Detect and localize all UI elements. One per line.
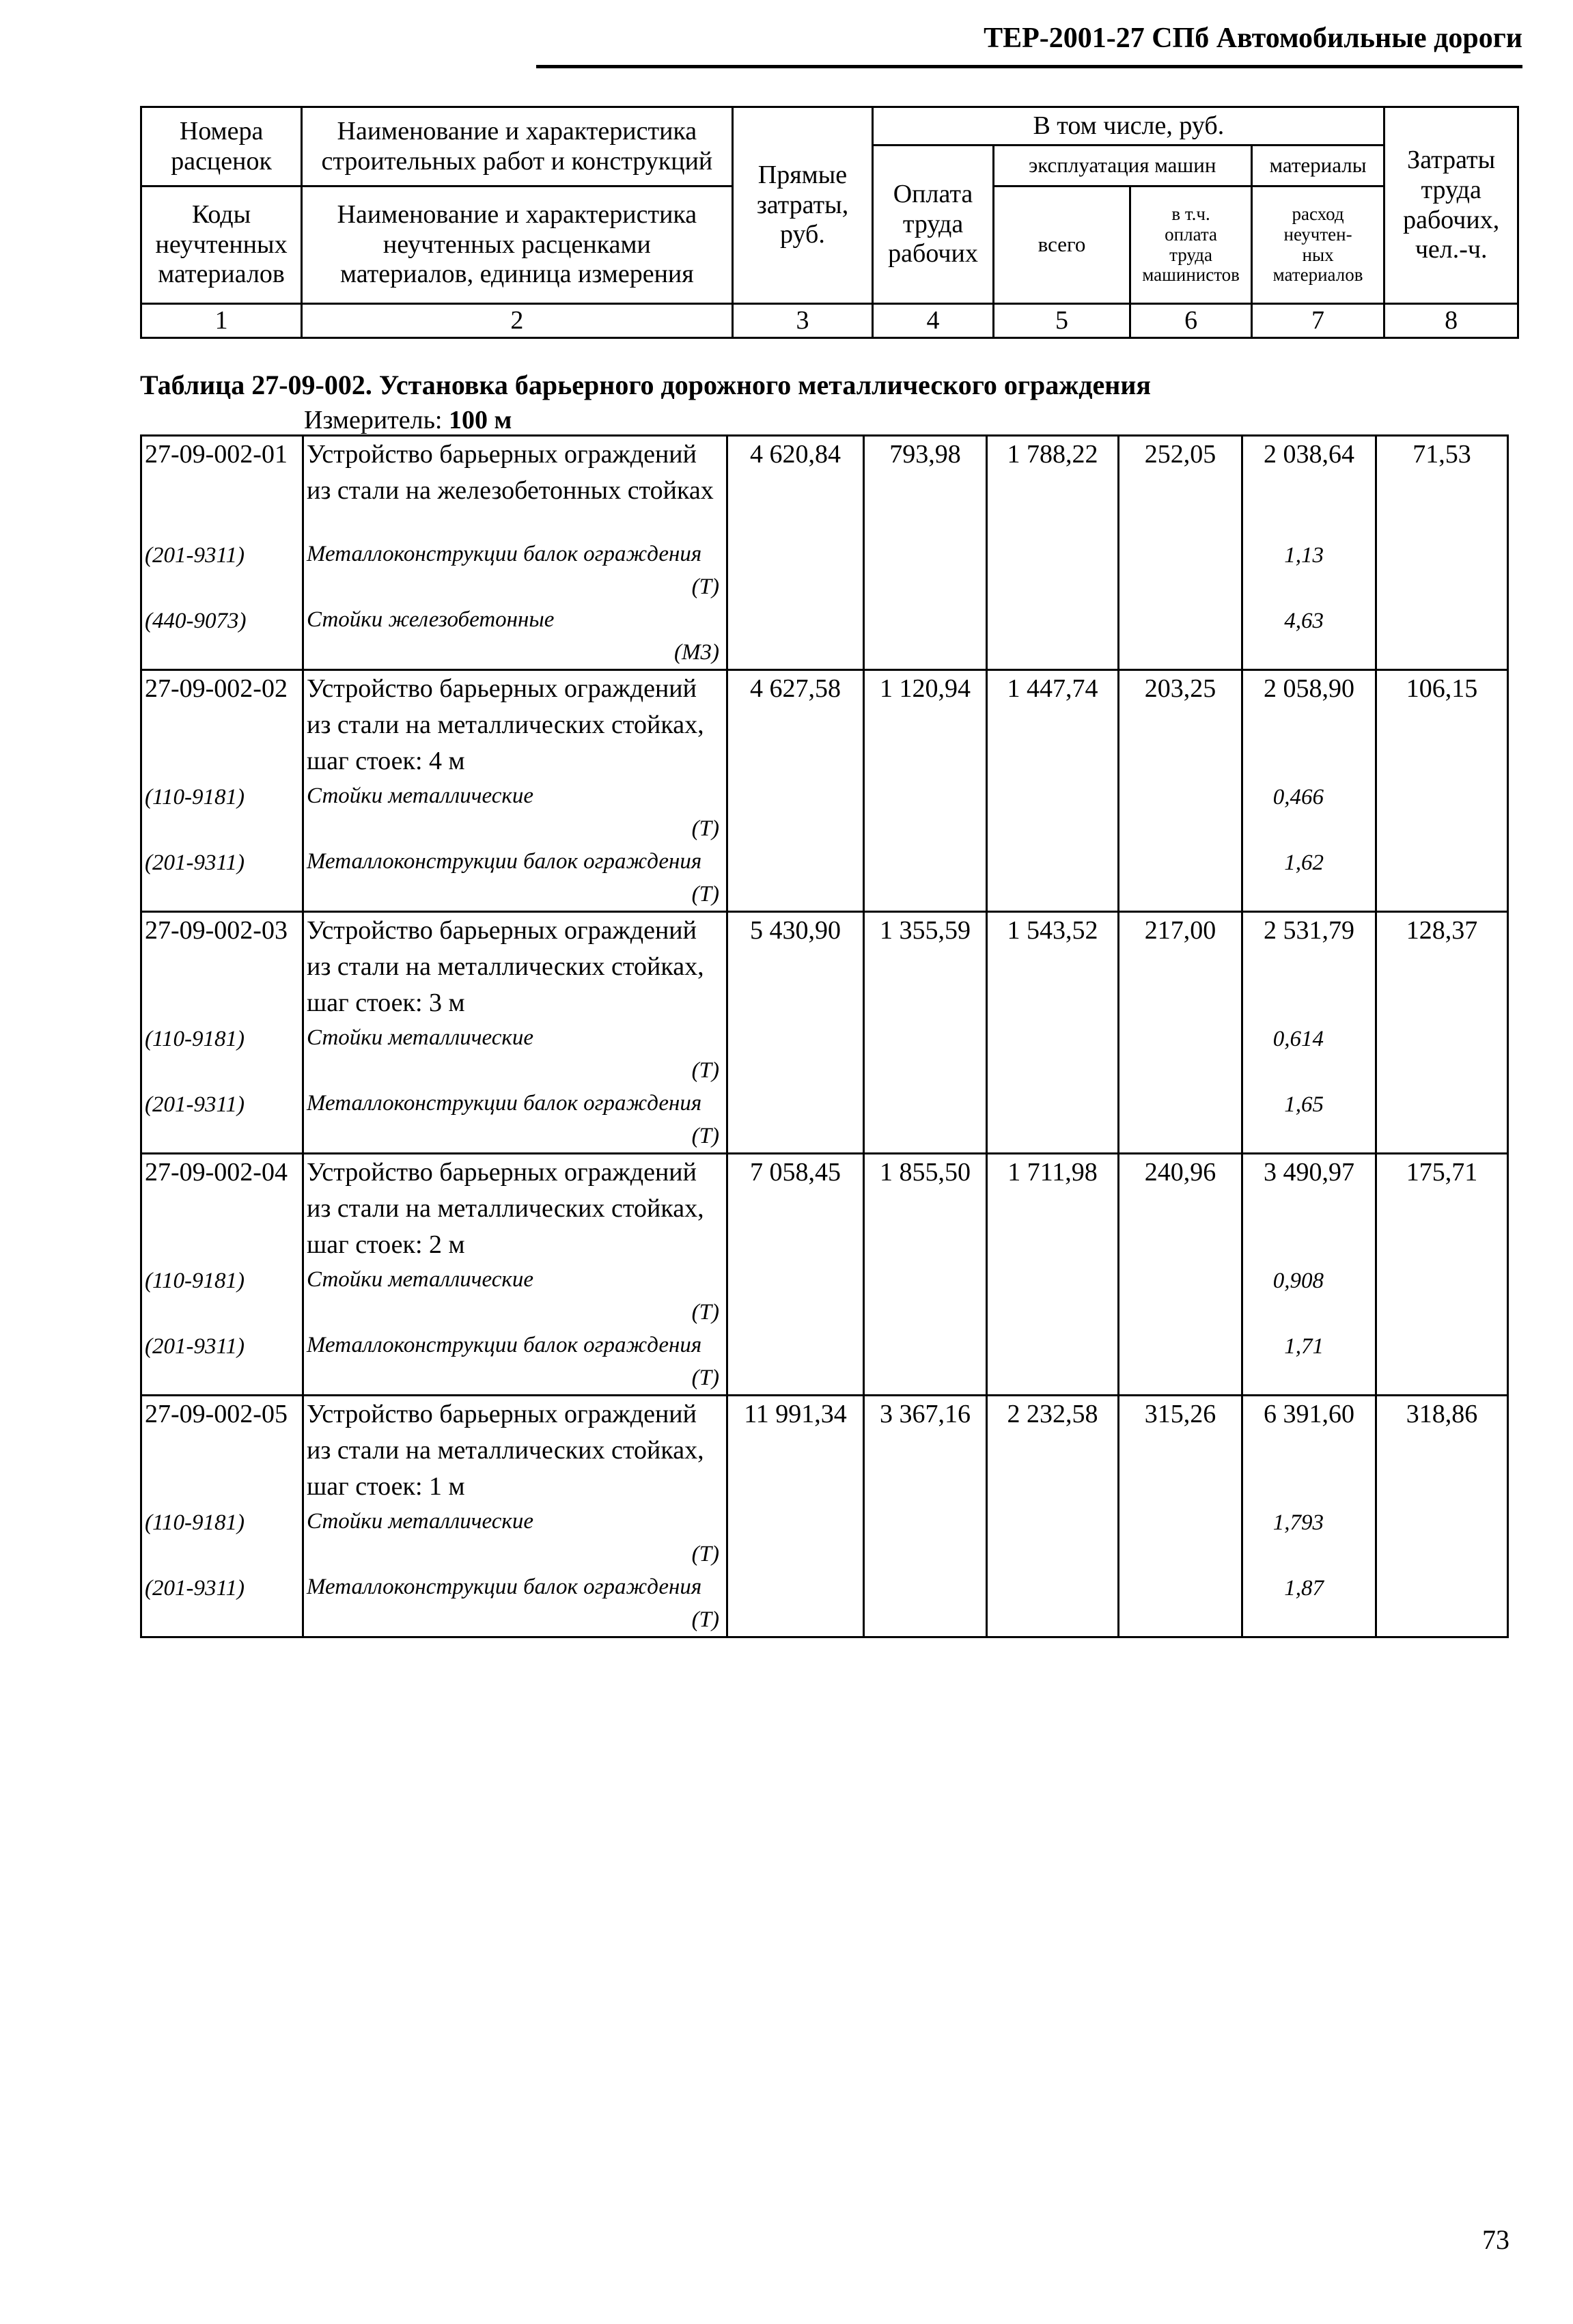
material-consumption-cell (1242, 1263, 1376, 1329)
header-line: чел.-ч. (1415, 235, 1488, 264)
material-consumption: 4,63 (1284, 609, 1324, 633)
labor-pay-value: 1 355,59 (864, 912, 987, 1022)
material-consumption: 0,466 (1272, 785, 1324, 810)
header-labor-hours (1384, 107, 1518, 304)
empty-cell (864, 1263, 987, 1329)
header-line: в т.ч. (1171, 204, 1210, 225)
empty-cell (1376, 1087, 1508, 1154)
material-code-cell (141, 1263, 303, 1329)
empty-cell (864, 1021, 987, 1087)
material-code: (110-9181) (145, 1027, 245, 1051)
material-unit: (Т) (691, 1607, 719, 1632)
rate-code: 27-09-002-05 (141, 1396, 303, 1506)
material-consumption: 1,62 (1284, 850, 1324, 875)
empty-cell (987, 1571, 1119, 1637)
material-unit: (Т) (691, 1366, 719, 1390)
rate-name: Устройство барьерных ограждений из стали на металлических стойках, шаг стоек: 2 м (303, 1154, 727, 1264)
materials-value: 6 391,60 (1242, 1396, 1376, 1506)
header-line: руб. (780, 220, 825, 249)
empty-cell (1119, 1263, 1242, 1329)
rate-row (141, 912, 1508, 1022)
material-consumption-cell (1242, 779, 1376, 845)
rate-name: Устройство барьерных ограждений из стали на металлических стойках, шаг стоек: 3 м (303, 912, 727, 1022)
empty-cell (1376, 603, 1508, 670)
header-line: неучтенных расценками (382, 230, 651, 259)
empty-cell (864, 1329, 987, 1396)
column-numbers-row (141, 304, 1518, 338)
table-caption: Таблица 27-09-002. Установка барьерного дорожного металлического ограждения (140, 370, 1151, 400)
empty-cell (1119, 1087, 1242, 1154)
operators-pay-value: 315,26 (1119, 1396, 1242, 1506)
unit-label: Измеритель: (304, 406, 449, 434)
material-unit: (Т) (691, 1300, 719, 1325)
labor-hours-value: 318,86 (1376, 1396, 1508, 1506)
rate-row (141, 1154, 1508, 1264)
empty-cell (1119, 845, 1242, 912)
material-row (141, 845, 1508, 912)
material-name-cell (303, 1329, 727, 1396)
empty-cell (727, 779, 864, 845)
material-code: (201-9311) (145, 1576, 245, 1601)
material-name-cell (303, 603, 727, 670)
material-row (141, 779, 1508, 845)
materials-value: 2 058,90 (1242, 670, 1376, 780)
material-code-cell (141, 1087, 303, 1154)
material-code: (201-9311) (145, 543, 245, 568)
rate-row (141, 670, 1508, 780)
material-row (141, 538, 1508, 603)
material-name-cell (303, 1021, 727, 1087)
page-number: 73 (1482, 2224, 1509, 2255)
column-number: 5 (993, 304, 1130, 338)
column-number: 2 (302, 304, 732, 338)
empty-cell (1119, 538, 1242, 603)
operators-pay-value: 217,00 (1119, 912, 1242, 1022)
material-row (141, 1329, 1508, 1396)
empty-cell (987, 1505, 1119, 1571)
material-name-cell (303, 1263, 727, 1329)
materials-value: 2 531,79 (1242, 912, 1376, 1022)
header-line: Коды (191, 199, 251, 229)
direct-costs-value: 7 058,45 (727, 1154, 864, 1264)
empty-cell (727, 1263, 864, 1329)
labor-hours-value: 128,37 (1376, 912, 1508, 1022)
material-code-cell (141, 1505, 303, 1571)
header-work-name (302, 107, 732, 186)
material-consumption-cell (1242, 1021, 1376, 1087)
material-consumption-cell (1242, 1571, 1376, 1637)
material-consumption: 0,908 (1272, 1269, 1324, 1293)
header-line: труда (1169, 244, 1212, 265)
rate-row (141, 436, 1508, 538)
empty-cell (864, 1571, 987, 1637)
material-unit: (Т) (691, 575, 719, 599)
material-code: (110-9181) (145, 785, 245, 810)
labor-pay-value: 1 855,50 (864, 1154, 987, 1264)
operators-pay-value: 240,96 (1119, 1154, 1242, 1264)
header-materials-group: материалы (1251, 146, 1384, 186)
empty-cell (864, 845, 987, 912)
header-line: труда (902, 209, 964, 238)
empty-cell (1376, 538, 1508, 603)
header-line: Затраты (1407, 146, 1496, 175)
header-machines-total: всего (993, 186, 1130, 304)
labor-hours-value: 71,53 (1376, 436, 1508, 538)
material-consumption-cell (1242, 1087, 1376, 1154)
material-consumption: 1,71 (1284, 1334, 1324, 1359)
empty-cell (987, 538, 1119, 603)
material-name: Стойки железобетонные (307, 607, 555, 632)
header-line: строительных работ и конструкций (321, 146, 713, 176)
material-code-cell (141, 603, 303, 670)
material-name-cell (303, 845, 727, 912)
direct-costs-value: 5 430,90 (727, 912, 864, 1022)
rate-name: Устройство барьерных ограждений из стали на металлических стойках, шаг стоек: 1 м (303, 1396, 727, 1506)
empty-cell (1376, 1505, 1508, 1571)
material-code: (110-9181) (145, 1269, 245, 1293)
header-line: машинистов (1142, 264, 1240, 286)
column-header-table (140, 106, 1519, 339)
empty-cell (727, 1571, 864, 1637)
rate-code: 27-09-002-02 (141, 670, 303, 780)
material-code: (440-9073) (145, 609, 247, 633)
header-rate-numbers (141, 107, 302, 186)
header-line: материалов, единица измерения (339, 260, 694, 289)
materials-value: 2 038,64 (1242, 436, 1376, 538)
header-machines-group: эксплуатация машин (993, 146, 1251, 186)
header-material-codes (141, 186, 302, 304)
rate-row (141, 1396, 1508, 1506)
header-line: расход (1292, 204, 1344, 225)
labor-hours-value: 175,71 (1376, 1154, 1508, 1264)
material-code-cell (141, 779, 303, 845)
header-line: оплата (1165, 223, 1217, 245)
header-operators-pay (1130, 186, 1251, 304)
header-line: Наименование и характеристика (337, 199, 697, 229)
materials-value: 3 490,97 (1242, 1154, 1376, 1264)
material-consumption: 0,614 (1272, 1027, 1324, 1051)
empty-cell (1119, 603, 1242, 670)
material-code-cell (141, 1021, 303, 1087)
column-number: 4 (873, 304, 993, 338)
material-consumption-cell (1242, 1505, 1376, 1571)
empty-cell (1376, 779, 1508, 845)
material-name-cell (303, 1505, 727, 1571)
material-code-cell (141, 1329, 303, 1396)
empty-cell (727, 538, 864, 603)
header-materials-consumption (1251, 186, 1384, 304)
labor-pay-value: 3 367,16 (864, 1396, 987, 1506)
material-consumption: 1,87 (1284, 1576, 1324, 1601)
header-line: неучтен- (1283, 223, 1352, 245)
material-consumption: 1,13 (1284, 543, 1324, 568)
material-row (141, 603, 1508, 670)
material-name: Стойки металлические (307, 784, 533, 808)
rates-body (141, 436, 1508, 1637)
header-line: Наименование и характеристика (337, 116, 697, 146)
material-code: (201-9311) (145, 850, 245, 875)
empty-cell (1376, 845, 1508, 912)
header-line: рабочих, (1403, 205, 1500, 234)
material-unit: (Т) (691, 1542, 719, 1566)
empty-cell (1119, 1505, 1242, 1571)
rate-name: Устройство барьерных ограждений из стали на металлических стойках, шаг стоек: 4 м (303, 670, 727, 780)
empty-cell (987, 1087, 1119, 1154)
material-name: Стойки металлические (307, 1509, 533, 1534)
material-name-cell (303, 538, 727, 603)
empty-cell (727, 845, 864, 912)
column-number: 7 (1251, 304, 1384, 338)
empty-cell (727, 1329, 864, 1396)
header-line: затраты, (756, 190, 849, 219)
empty-cell (864, 779, 987, 845)
material-unit: (М3) (674, 640, 719, 665)
header-line: расценок (171, 146, 272, 176)
material-row (141, 1263, 1508, 1329)
empty-cell (987, 603, 1119, 670)
unit-value: 100 м (449, 406, 512, 434)
material-unit: (Т) (691, 816, 719, 841)
rate-code: 27-09-002-01 (141, 436, 303, 538)
empty-cell (1376, 1021, 1508, 1087)
empty-cell (987, 779, 1119, 845)
machines-total-value: 1 543,52 (987, 912, 1119, 1022)
empty-cell (1119, 1571, 1242, 1637)
material-consumption-cell (1242, 538, 1376, 603)
document-title: ТЕР-2001-27 СПб Автомобильные дороги (984, 23, 1522, 54)
title-rule (536, 65, 1522, 68)
material-name: Стойки металлические (307, 1025, 533, 1050)
direct-costs-value: 11 991,34 (727, 1396, 864, 1506)
empty-cell (864, 1087, 987, 1154)
header-material-names (302, 186, 732, 304)
material-code-cell (141, 538, 303, 603)
header-line: материалов (1272, 264, 1363, 286)
column-number: 1 (141, 304, 302, 338)
header-line: неучтенных (155, 230, 288, 259)
column-number: 6 (1130, 304, 1251, 338)
labor-hours-value: 106,15 (1376, 670, 1508, 780)
material-name-cell (303, 1571, 727, 1637)
empty-cell (1376, 1329, 1508, 1396)
empty-cell (1376, 1263, 1508, 1329)
empty-cell (1119, 779, 1242, 845)
labor-pay-value: 793,98 (864, 436, 987, 538)
empty-cell (864, 603, 987, 670)
empty-cell (864, 538, 987, 603)
material-consumption-cell (1242, 603, 1376, 670)
rates-table (140, 434, 1509, 1638)
machines-total-value: 1 711,98 (987, 1154, 1119, 1264)
material-code-cell (141, 1571, 303, 1637)
unit-of-measure (304, 405, 512, 435)
material-unit: (Т) (691, 1058, 719, 1083)
material-code: (201-9311) (145, 1092, 245, 1117)
empty-cell (727, 1505, 864, 1571)
header-line: Номера (179, 116, 264, 146)
operators-pay-value: 203,25 (1119, 670, 1242, 780)
empty-cell (727, 1087, 864, 1154)
material-row (141, 1087, 1508, 1154)
direct-costs-value: 4 620,84 (727, 436, 864, 538)
header-line: Оплата (893, 179, 973, 208)
material-row (141, 1571, 1508, 1637)
header-direct-costs (732, 107, 873, 304)
empty-cell (987, 1263, 1119, 1329)
rate-code: 27-09-002-03 (141, 912, 303, 1022)
material-unit: (Т) (691, 882, 719, 907)
header-including-group: В том числе, руб. (873, 107, 1384, 146)
rate-code: 27-09-002-04 (141, 1154, 303, 1264)
header-line: ных (1302, 244, 1334, 265)
machines-total-value: 2 232,58 (987, 1396, 1119, 1506)
material-consumption: 1,65 (1284, 1092, 1324, 1117)
material-name: Металлоконструкции балок ограждения (307, 1575, 702, 1599)
material-name: Металлоконструкции балок ограждения (307, 542, 702, 566)
material-unit: (Т) (691, 1124, 719, 1148)
empty-cell (864, 1505, 987, 1571)
column-number: 3 (732, 304, 873, 338)
material-code-cell (141, 845, 303, 912)
material-name-cell (303, 1087, 727, 1154)
empty-cell (987, 1021, 1119, 1087)
header-line: материалов (158, 260, 285, 289)
material-row (141, 1505, 1508, 1571)
material-consumption-cell (1242, 845, 1376, 912)
material-name: Металлоконструкции балок ограждения (307, 1333, 702, 1357)
material-code: (201-9311) (145, 1334, 245, 1359)
material-consumption: 1,793 (1272, 1510, 1324, 1535)
machines-total-value: 1 788,22 (987, 436, 1119, 538)
empty-cell (1376, 1571, 1508, 1637)
labor-pay-value: 1 120,94 (864, 670, 987, 780)
empty-cell (1119, 1021, 1242, 1087)
material-name-cell (303, 779, 727, 845)
header-line: Прямые (757, 160, 848, 189)
material-code: (110-9181) (145, 1510, 245, 1535)
empty-cell (987, 1329, 1119, 1396)
header-line: труда (1421, 175, 1481, 204)
material-row (141, 1021, 1508, 1087)
header-line: рабочих (888, 239, 978, 268)
material-name: Стойки металлические (307, 1267, 533, 1292)
machines-total-value: 1 447,74 (987, 670, 1119, 780)
empty-cell (727, 1021, 864, 1087)
empty-cell (1119, 1329, 1242, 1396)
material-name: Металлоконструкции балок ограждения (307, 1091, 702, 1116)
operators-pay-value: 252,05 (1119, 436, 1242, 538)
rate-name: Устройство барьерных ограждений из стали на железобетонных стойках (303, 436, 727, 538)
empty-cell (727, 603, 864, 670)
column-number: 8 (1384, 304, 1518, 338)
direct-costs-value: 4 627,58 (727, 670, 864, 780)
material-name: Металлоконструкции балок ограждения (307, 849, 702, 874)
empty-cell (987, 845, 1119, 912)
header-labor-pay (873, 146, 993, 304)
material-consumption-cell (1242, 1329, 1376, 1396)
